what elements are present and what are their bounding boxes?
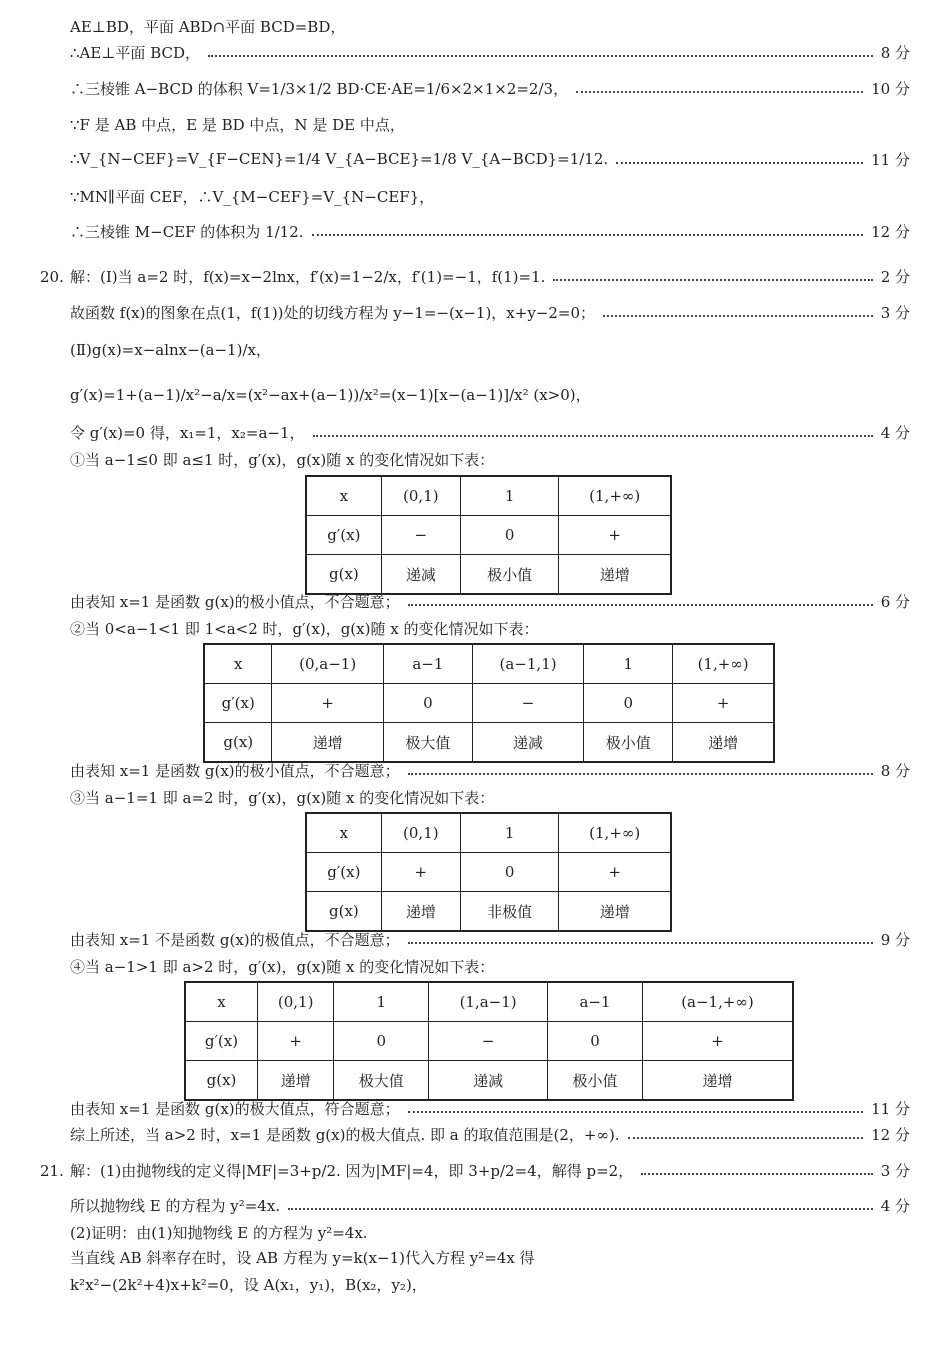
table-cell: (a−1,1) [472, 644, 583, 684]
table-cell: 1 [460, 813, 559, 853]
text: ①当 a−1≤0 即 a≤1 时，g′(x)，g(x)随 x 的变化情况如下表： [70, 450, 495, 469]
leader-dots [312, 234, 864, 236]
leader-dots [313, 435, 873, 437]
table-cell: a−1 [548, 982, 643, 1022]
score: 12 分 [871, 1125, 910, 1144]
solution-line [70, 783, 910, 811]
leader-dots [553, 279, 872, 281]
variation-table-3 [305, 812, 672, 932]
text: ∴三棱锥 A−BCD 的体积 V=1/3×1/2 BD·CE·AE=1/6×2×1×2=2/3， [70, 79, 569, 98]
table-cell: + [642, 1022, 793, 1061]
table-cell: + [673, 684, 774, 723]
solution-line [70, 335, 910, 363]
table-cell: 1 [584, 644, 673, 684]
table-cell: 0 [584, 684, 673, 723]
text: ∵F 是 AB 中点，E 是 BD 中点，N 是 DE 中点， [70, 115, 405, 134]
table-cell: x [185, 982, 258, 1022]
solution-line [70, 587, 910, 615]
table-cell: (0,1) [258, 982, 334, 1022]
table-cell: 极小值 [460, 555, 559, 595]
table-cell: 0 [334, 1022, 429, 1061]
table-cell: 非极值 [460, 892, 559, 932]
table-cell: (0,1) [381, 813, 460, 853]
question-number: 20. [40, 268, 64, 286]
leader-dots [616, 162, 863, 164]
table-cell: + [258, 1022, 334, 1061]
score: 11 分 [871, 1099, 910, 1118]
question-number: 21. [40, 1162, 64, 1180]
table-cell: g(x) [306, 892, 381, 932]
table-cell: g(x) [185, 1061, 258, 1101]
text: ∴V_{N−CEF}=V_{F−CEN}=1/4 V_{A−BCE}=1/8 V_{A−BCD}=1/12. [70, 150, 609, 168]
solution-line [70, 1270, 910, 1298]
table-cell: 1 [334, 982, 429, 1022]
table-cell: x [204, 644, 272, 684]
table-cell: g′(x) [306, 516, 381, 555]
table-cell: 递减 [381, 555, 460, 595]
solution-line [70, 1218, 910, 1246]
score: 8 分 [880, 761, 910, 780]
table-cell: 0 [460, 516, 559, 555]
solution-line [70, 12, 910, 40]
text: 解：(Ⅰ)当 a=2 时，f(x)=x−2lnx，f′(x)=1−2/x，f′(1)=−1，f(1)=1. [70, 267, 546, 286]
text: 解：(1)由抛物线的定义得|MF|=3+p/2. 因为|MF|=4，即 3+p/2=4，解得 p=2， [70, 1161, 634, 1180]
solution-line [70, 418, 910, 446]
table-cell: g(x) [306, 555, 381, 595]
table-cell: 递增 [272, 723, 383, 763]
solution-line [70, 445, 910, 473]
table-cell: 0 [383, 684, 472, 723]
leader-dots [288, 1208, 873, 1210]
leader-dots [603, 315, 873, 317]
score: 4 分 [880, 423, 910, 442]
score: 3 分 [880, 1161, 910, 1180]
table-cell: 递增 [381, 892, 460, 932]
text: (Ⅱ)g(x)=x−alnx−(a−1)/x， [70, 340, 271, 359]
table-cell: x [306, 476, 381, 516]
text: 当直线 AB 斜率存在时，设 AB 方程为 y=k(x−1)代入方程 y²=4x 得 [70, 1248, 535, 1267]
solution-line [70, 925, 910, 953]
table-cell: − [429, 1022, 548, 1061]
score: 3 分 [880, 303, 910, 322]
variation-table-4 [184, 981, 794, 1101]
table-cell: 极小值 [584, 723, 673, 763]
table-cell: 递增 [673, 723, 774, 763]
text: AE⊥BD，平面 ABD∩平面 BCD=BD， [70, 17, 346, 36]
table-cell: 递增 [559, 555, 671, 595]
solution-line [70, 1243, 910, 1271]
text: ④当 a−1>1 即 a>2 时，g′(x)，g(x)随 x 的变化情况如下表： [70, 957, 495, 976]
score: 12 分 [871, 222, 910, 241]
solution-line [70, 1191, 910, 1219]
table-cell: 递减 [429, 1061, 548, 1101]
text: ∴三棱锥 M−CEF 的体积为 1/12. [70, 222, 304, 241]
score: 8 分 [880, 43, 910, 62]
table-row [204, 644, 774, 684]
solution-line [70, 74, 910, 102]
solution-line [70, 262, 910, 290]
text: k²x²−(2k²+4)x+k²=0，设 A(x₁，y₁)，B(x₂，y₂)， [70, 1275, 427, 1294]
table-row [306, 476, 671, 516]
text: 综上所述，当 a>2 时，x=1 是函数 g(x)的极大值点. 即 a 的取值范围是(2，+∞). [70, 1125, 620, 1144]
leader-dots [641, 1173, 872, 1175]
table-cell: − [381, 516, 460, 555]
table-cell: 0 [548, 1022, 643, 1061]
score: 10 分 [871, 79, 910, 98]
solution-line [70, 145, 910, 173]
table-cell: 0 [460, 853, 559, 892]
table-cell: g′(x) [306, 853, 381, 892]
solution-line [70, 38, 910, 66]
score: 6 分 [880, 592, 910, 611]
text: 令 g′(x)=0 得，x₁=1，x₂=a−1， [70, 423, 305, 442]
table-cell: 极大值 [334, 1061, 429, 1101]
table-cell: 递增 [559, 892, 671, 932]
text: ②当 0<a−1<1 即 1<a<2 时，g′(x)，g(x)随 x 的变化情况如下表： [70, 619, 539, 638]
variation-table-2 [203, 643, 775, 763]
solution-line [70, 614, 910, 642]
table-cell: x [306, 813, 381, 853]
solution-line [70, 952, 910, 980]
leader-dots [208, 55, 873, 57]
solution-line [70, 1156, 910, 1184]
solution-line [70, 756, 910, 784]
table-cell: (1,+∞) [559, 813, 671, 853]
text: 故函数 f(x)的图象在点(1，f(1))处的切线方程为 y−1=−(x−1)，x+y−2=0； [70, 303, 596, 322]
leader-dots [576, 91, 863, 93]
text: 由表知 x=1 是函数 g(x)的极小值点，不合题意； [70, 761, 400, 780]
solution-line [70, 217, 910, 245]
text: ∵MN∥平面 CEF，∴V_{M−CEF}=V_{N−CEF}， [70, 187, 435, 206]
table-cell: 极大值 [383, 723, 472, 763]
text: ∴AE⊥平面 BCD， [70, 43, 201, 62]
text: 由表知 x=1 是函数 g(x)的极小值点，不合题意； [70, 592, 400, 611]
table-row [306, 813, 671, 853]
score: 4 分 [880, 1196, 910, 1215]
table-cell: − [472, 684, 583, 723]
table-row [185, 1022, 793, 1061]
table-cell: 递增 [258, 1061, 334, 1101]
table-cell: 递增 [642, 1061, 793, 1101]
table-cell: g(x) [204, 723, 272, 763]
table-cell: + [272, 684, 383, 723]
leader-dots [408, 604, 873, 606]
text: 由表知 x=1 不是函数 g(x)的极值点，不合题意； [70, 930, 400, 949]
leader-dots [408, 942, 873, 944]
solution-line [70, 298, 910, 326]
table-cell: (0,a−1) [272, 644, 383, 684]
solution-line [70, 1094, 910, 1122]
score: 2 分 [880, 267, 910, 286]
text: ③当 a−1=1 即 a=2 时，g′(x)，g(x)随 x 的变化情况如下表： [70, 788, 495, 807]
variation-table-1 [305, 475, 672, 595]
table-cell: g′(x) [204, 684, 272, 723]
table-cell: 极小值 [548, 1061, 643, 1101]
table-cell: + [559, 853, 671, 892]
text: 所以抛物线 E 的方程为 y²=4x. [70, 1196, 281, 1215]
solution-line [70, 110, 910, 138]
table-cell: 1 [460, 476, 559, 516]
solution-line [70, 182, 910, 210]
table-row [306, 516, 671, 555]
text: g′(x)=1+(a−1)/x²−a/x=(x²−ax+(a−1))/x²=(x−1)[x−(a−1)]/x² (x>0)， [70, 385, 591, 404]
table-cell: (0,1) [381, 476, 460, 516]
table-row [306, 853, 671, 892]
table-cell: 递减 [472, 723, 583, 763]
solution-line [70, 380, 910, 408]
score: 9 分 [880, 930, 910, 949]
leader-dots [408, 1111, 863, 1113]
text: 由表知 x=1 是函数 g(x)的极大值点，符合题意； [70, 1099, 400, 1118]
table-cell: (a−1,+∞) [642, 982, 793, 1022]
table-cell: (1,+∞) [673, 644, 774, 684]
leader-dots [408, 773, 873, 775]
table-row [204, 684, 774, 723]
table-cell: a−1 [383, 644, 472, 684]
table-cell: + [559, 516, 671, 555]
leader-dots [628, 1137, 864, 1139]
table-cell: (1,+∞) [559, 476, 671, 516]
text: (2)证明：由(1)知抛物线 E 的方程为 y²=4x. [70, 1223, 368, 1242]
table-cell: g′(x) [185, 1022, 258, 1061]
table-row [185, 982, 793, 1022]
table-cell: (1,a−1) [429, 982, 548, 1022]
solution-line [70, 1120, 910, 1148]
score: 11 分 [871, 150, 910, 169]
table-cell: + [381, 853, 460, 892]
